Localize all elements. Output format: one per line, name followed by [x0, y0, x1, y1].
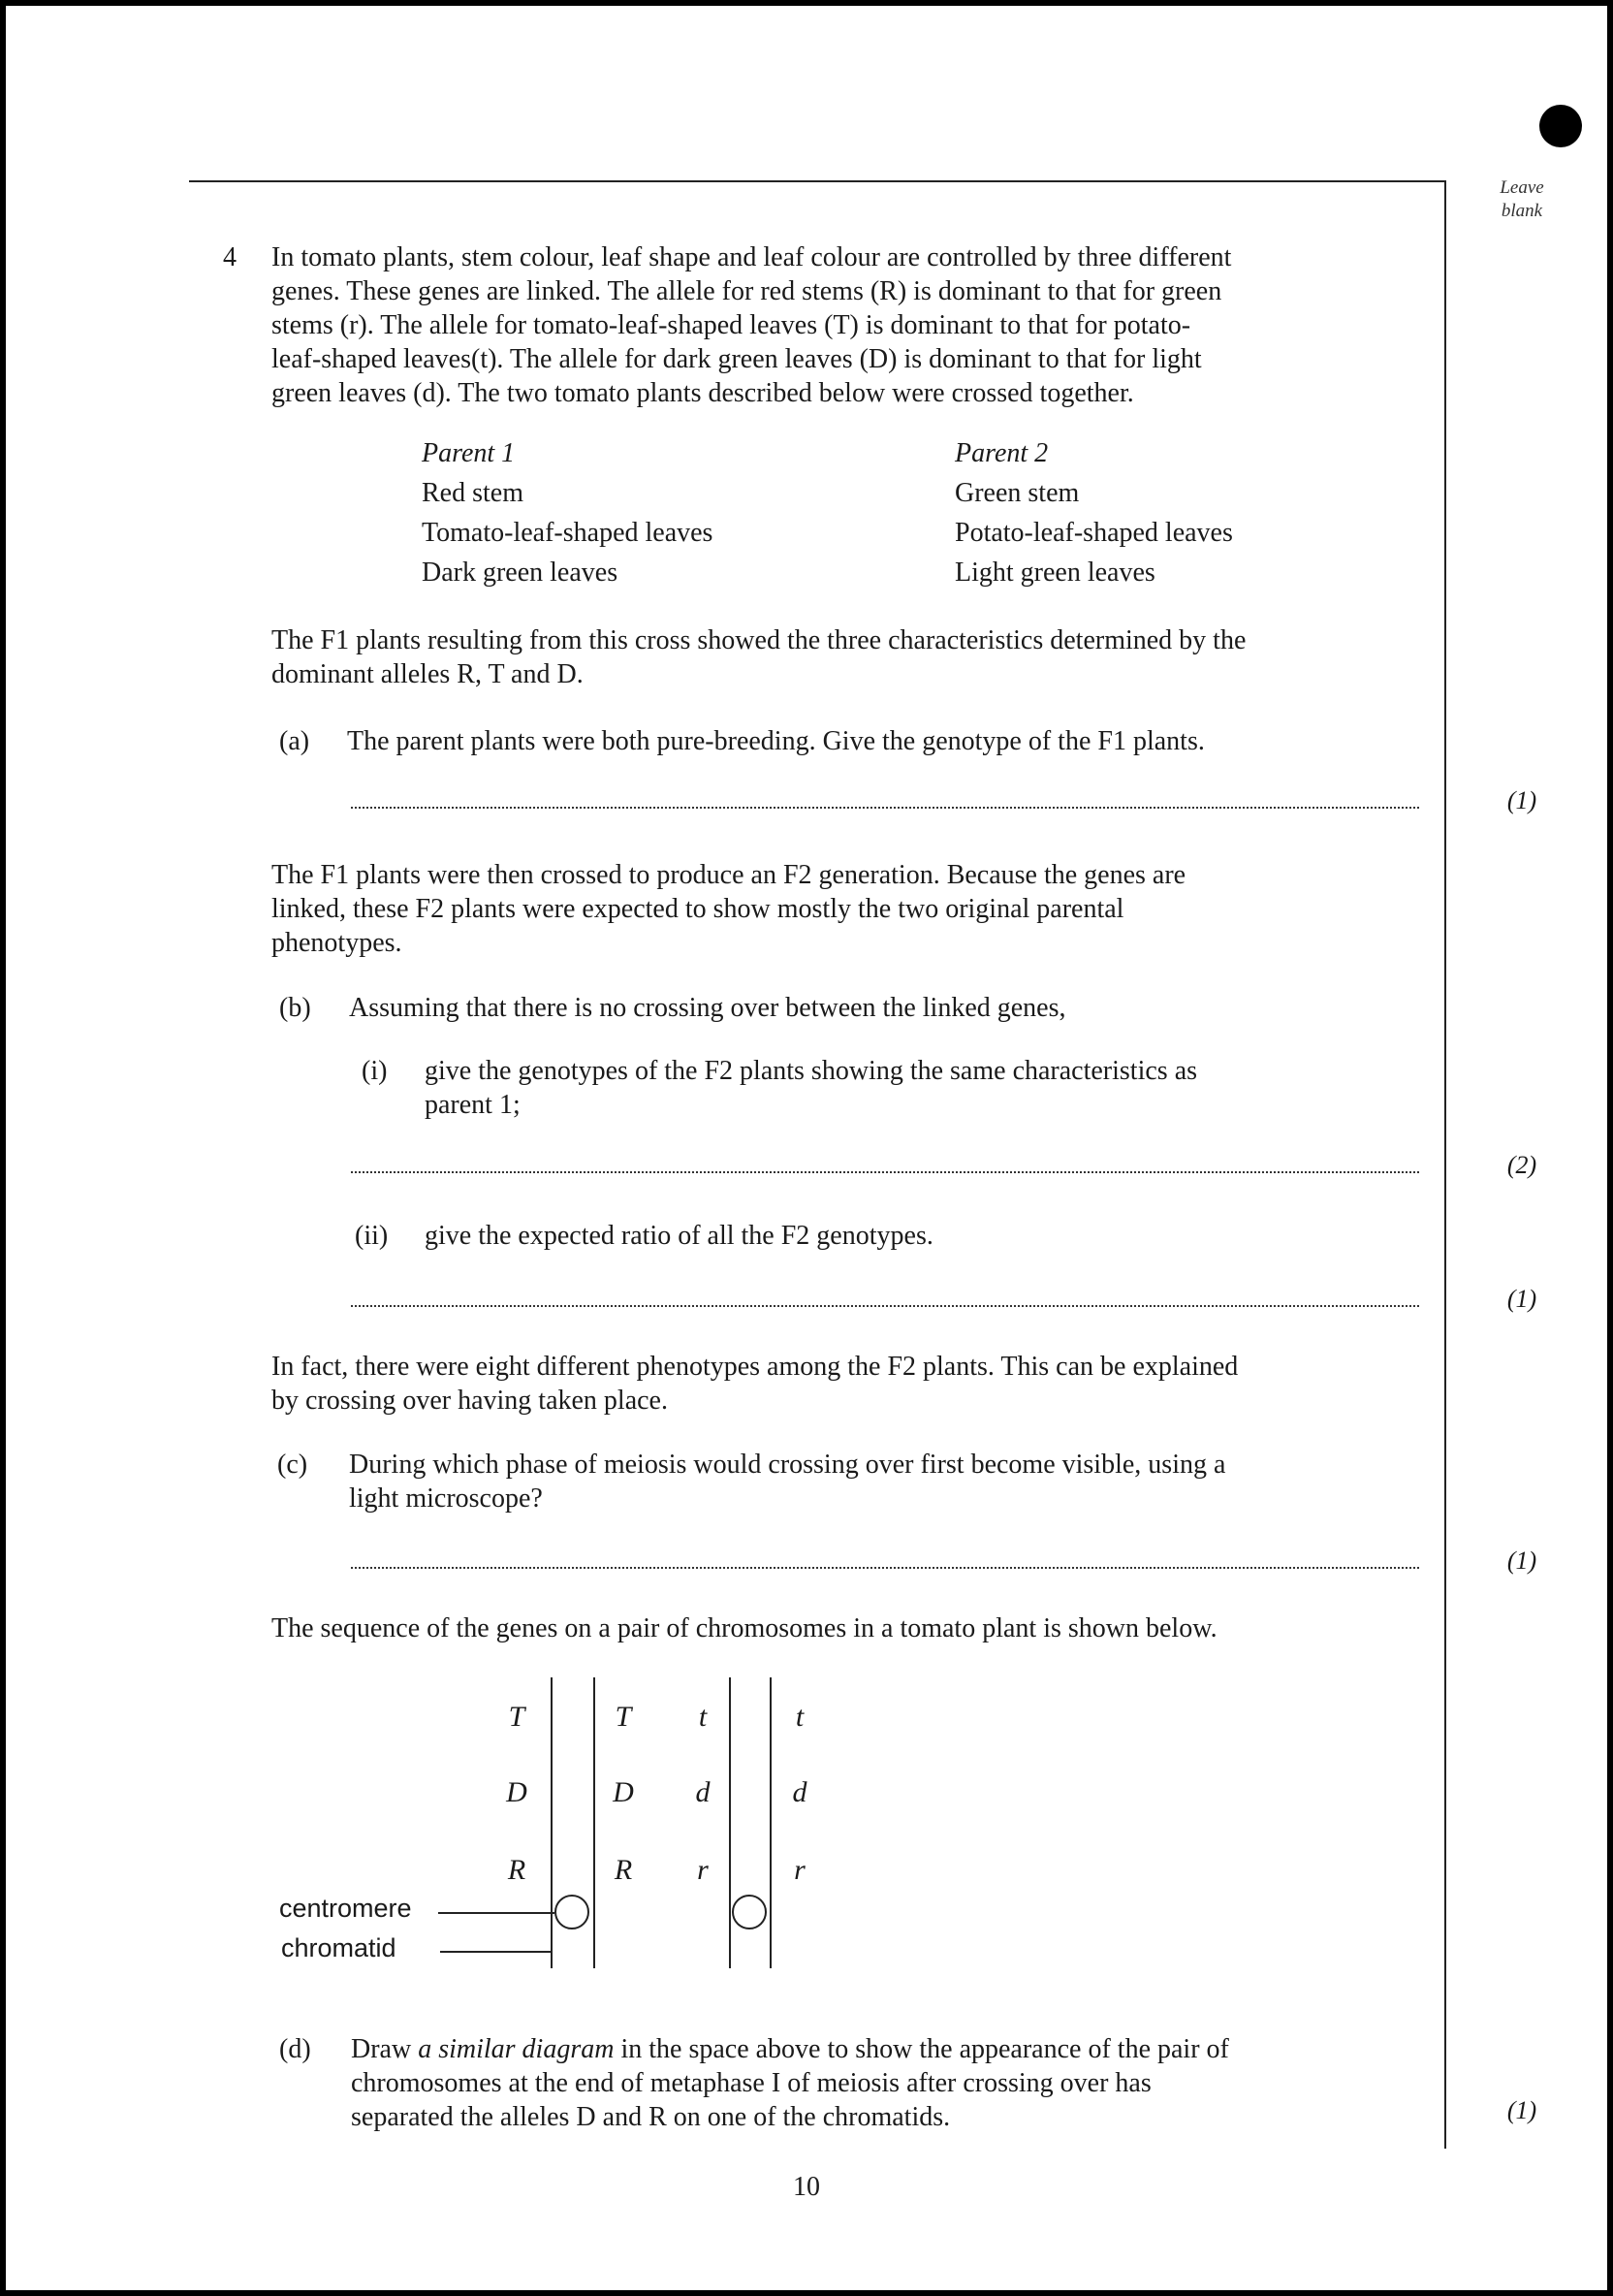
part-d-line-2: chromosomes at the end of metaphase I of meiosis after crossing over has	[351, 2068, 1152, 2098]
parent1-trait: Red stem	[422, 478, 523, 508]
answer-line-c[interactable]	[351, 1567, 1419, 1569]
part-a-question: The parent plants were both pure-breeding. Give the genotype of the F1 plants.	[347, 726, 1205, 756]
gene-label: D	[506, 1776, 527, 1808]
question-number: 4	[223, 242, 237, 272]
marks-c: (1)	[1506, 1547, 1537, 1575]
page-number: 10	[793, 2172, 820, 2202]
part-d-line-1: Draw a similar diagram in the space above to show the appearance of the pair of	[351, 2034, 1229, 2064]
chromatid-label: chromatid	[281, 1933, 396, 1962]
centromere-pointer	[438, 1912, 554, 1914]
chromatid-line	[729, 1677, 731, 1968]
part-c-line-1: During which phase of meiosis would crossing over first become visible, using a	[349, 1450, 1226, 1480]
marks-a: (1)	[1506, 786, 1537, 814]
gene-label: r	[794, 1854, 806, 1886]
registration-mark	[1539, 105, 1582, 147]
parent1-trait: Dark green leaves	[422, 558, 618, 588]
intro-line-5: green leaves (d). The two tomato plants described below were crossed together.	[271, 378, 1134, 408]
top-rule	[189, 180, 1445, 182]
f2-line-3: phenotypes.	[271, 928, 402, 958]
part-c-label: (c)	[277, 1450, 308, 1480]
marks-b-ii: (1)	[1506, 1285, 1537, 1313]
emphasis-text: a similar diagram	[418, 2034, 615, 2064]
margin-rule	[1444, 180, 1446, 2149]
part-b-ii-label: (ii)	[355, 1221, 389, 1251]
parent1-title: Parent 1	[422, 438, 516, 468]
crossing-line-2: by crossing over having taken place.	[271, 1386, 668, 1416]
chromatid-line	[770, 1677, 772, 1968]
f1-line-1: The F1 plants resulting from this cross showed the three characteristics determined by the	[271, 625, 1247, 655]
parent2-trait: Green stem	[955, 478, 1080, 508]
crossing-line-1: In fact, there were eight different phenotypes among the F2 plants. This can be explained	[271, 1352, 1239, 1382]
centromere-circle	[732, 1895, 767, 1929]
intro-line-3: stems (r). The allele for tomato-leaf-shaped leaves (T) is dominant to that for potato-	[271, 310, 1191, 340]
answer-line-b-ii[interactable]	[351, 1305, 1419, 1307]
answer-line-a[interactable]	[351, 807, 1419, 809]
gene-label: R	[614, 1854, 633, 1886]
gene-label: D	[613, 1776, 634, 1808]
part-d-line-3: separated the alleles D and R on one of the chromatids.	[351, 2102, 951, 2132]
sequence-text: The sequence of the genes on a pair of chromosomes in a tomato plant is shown below.	[271, 1613, 1218, 1643]
part-a-label: (a)	[279, 726, 310, 756]
parent2-trait: Light green leaves	[955, 558, 1155, 588]
part-b-i-line-1: give the genotypes of the F2 plants showing the same characteristics as	[425, 1056, 1198, 1086]
marks-b-i: (2)	[1506, 1151, 1537, 1179]
centromere-label: centromere	[279, 1894, 412, 1923]
part-b-i-label: (i)	[362, 1056, 388, 1086]
gene-label: T	[508, 1701, 525, 1733]
part-b-i-line-2: parent 1;	[425, 1090, 521, 1120]
parent1-trait: Tomato-leaf-shaped leaves	[422, 518, 713, 548]
gene-label: d	[792, 1776, 807, 1808]
f1-line-2: dominant alleles R, T and D.	[271, 659, 584, 689]
parent2-title: Parent 2	[955, 438, 1049, 468]
gene-label: R	[507, 1854, 526, 1886]
part-b-question: Assuming that there is no crossing over between the linked genes,	[349, 993, 1066, 1023]
part-b-ii-question: give the expected ratio of all the F2 genotypes.	[425, 1221, 933, 1251]
gene-label: t	[698, 1701, 708, 1733]
centromere-circle	[554, 1895, 589, 1929]
part-c-line-2: light microscope?	[349, 1483, 543, 1514]
intro-line-1: In tomato plants, stem colour, leaf shape and leaf colour are controlled by three different	[271, 242, 1232, 272]
part-d-label: (d)	[279, 2034, 311, 2064]
gene-label: T	[615, 1701, 632, 1733]
chromatid-line	[593, 1677, 595, 1968]
gene-label: d	[695, 1776, 711, 1808]
marks-d: (1)	[1506, 2096, 1537, 2124]
part-b-label: (b)	[279, 993, 311, 1023]
f2-line-2: linked, these F2 plants were expected to show mostly the two original parental	[271, 894, 1124, 924]
answer-line-b-i[interactable]	[351, 1171, 1419, 1173]
intro-line-4: leaf-shaped leaves(t). The allele for dark green leaves (D) is dominant to that for light	[271, 344, 1202, 374]
chromatid-line	[551, 1677, 553, 1968]
gene-label: t	[795, 1701, 805, 1733]
parent2-trait: Potato-leaf-shaped leaves	[955, 518, 1233, 548]
intro-line-2: genes. These genes are linked. The allele for red stems (R) is dominant to that for green	[271, 276, 1222, 306]
f2-line-1: The F1 plants were then crossed to produce an F2 generation. Because the genes are	[271, 860, 1186, 890]
chromatid-pointer	[440, 1951, 551, 1953]
leave-blank-header: Leave blank	[1500, 177, 1544, 221]
gene-label: r	[697, 1854, 709, 1886]
